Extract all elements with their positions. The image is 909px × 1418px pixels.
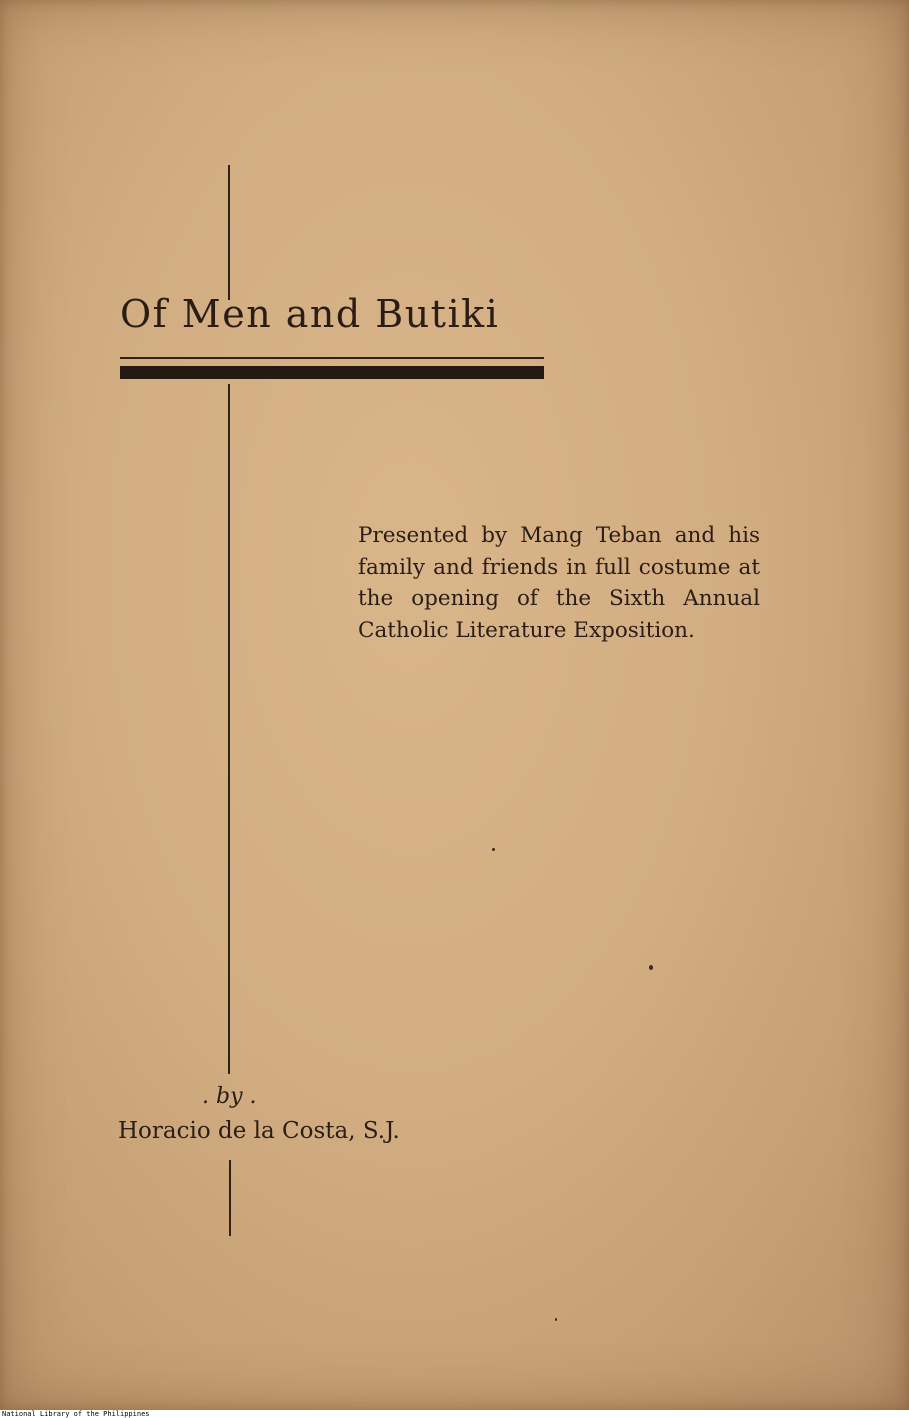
paper-speck [492,848,495,851]
vertical-rule-bottom [229,1160,231,1236]
byline: . by . [202,1084,257,1109]
footer-credit: National Library of the Philippines [2,1410,150,1418]
title-underline-thick [120,366,544,379]
title-underline-thin [120,357,544,359]
subtitle-paragraph: Presented by Mang Teban and his family and friends in full costume at the opening of the Sixth Annual Catholic Literature Exposition. [358,523,760,643]
author-name: Horacio de la Costa, S.J. [118,1118,400,1144]
vertical-rule-middle [228,384,230,1074]
paper-speck [555,1318,557,1321]
paper-speck [649,965,653,970]
footer-bar [0,1410,909,1418]
vertical-rule-top [228,165,230,300]
page-title: Of Men and Butiki [120,292,500,336]
